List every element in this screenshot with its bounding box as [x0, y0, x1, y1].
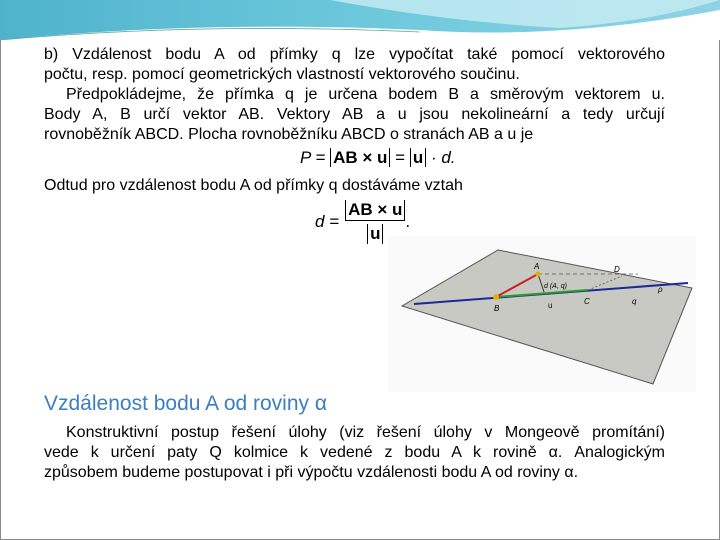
label-distance: d (A, q)	[544, 283, 567, 290]
section-plane-text	[44, 423, 665, 483]
text-line: Předpokládejme, že přímka q je určena bodem B a směrovým vektorem u.	[66, 86, 665, 103]
label-c: C	[584, 297, 590, 306]
formula-lhs: d =	[315, 212, 340, 231]
label-plane: ρ	[658, 285, 663, 294]
header-wave-decoration	[0, 0, 720, 40]
text-line: Konstruktivní postup řešení úlohy (viz řešení úlohy v Mongeově promítání)	[66, 424, 665, 441]
text-line: způsobem budeme postupovat i při výpočtu vzdálenosti bodu A od roviny α.	[44, 464, 579, 481]
text-line: Odtud pro vzdálenost bodu A od přímky q dostáváme vztah	[44, 177, 463, 194]
label-d: D	[614, 265, 620, 274]
text-line: vede k určení paty Q kolmice k vedené z bodu A k rovině α. Analogickým	[44, 444, 665, 461]
label-u: u	[548, 301, 553, 310]
label-a: A	[534, 262, 540, 271]
formula-lhs: P =	[300, 148, 326, 167]
label-q: q	[632, 297, 637, 306]
vector-u: u	[412, 148, 424, 167]
text-line: rovnoběžník ABCD. Plocha rovnoběžníku ABCD o stranách AB a u je	[44, 126, 534, 143]
equals: =	[395, 148, 406, 167]
text-line: b) Vzdálenost bodu A od přímky q lze vypočítat také pomocí vektorového	[44, 46, 665, 63]
numerator: AB × u	[348, 200, 403, 219]
formula-tail: · d.	[430, 148, 456, 167]
text-line: Body A, B určí vektor AB. Vektory AB a u jsou nekolineární a tedy určují	[44, 106, 665, 123]
formula-area	[300, 148, 456, 168]
section-b-text	[44, 45, 665, 145]
denominator: u	[370, 224, 381, 243]
section-heading: Vzdálenost bodu A od roviny α	[44, 392, 327, 415]
cross-product: AB × u	[333, 148, 388, 167]
parallelogram-figure	[388, 236, 696, 392]
text-line: počtu, resp. pomocí geometrických vlastností vektorového součinu.	[44, 66, 520, 83]
formula-tail: .	[405, 212, 411, 231]
label-b: B	[494, 304, 500, 313]
